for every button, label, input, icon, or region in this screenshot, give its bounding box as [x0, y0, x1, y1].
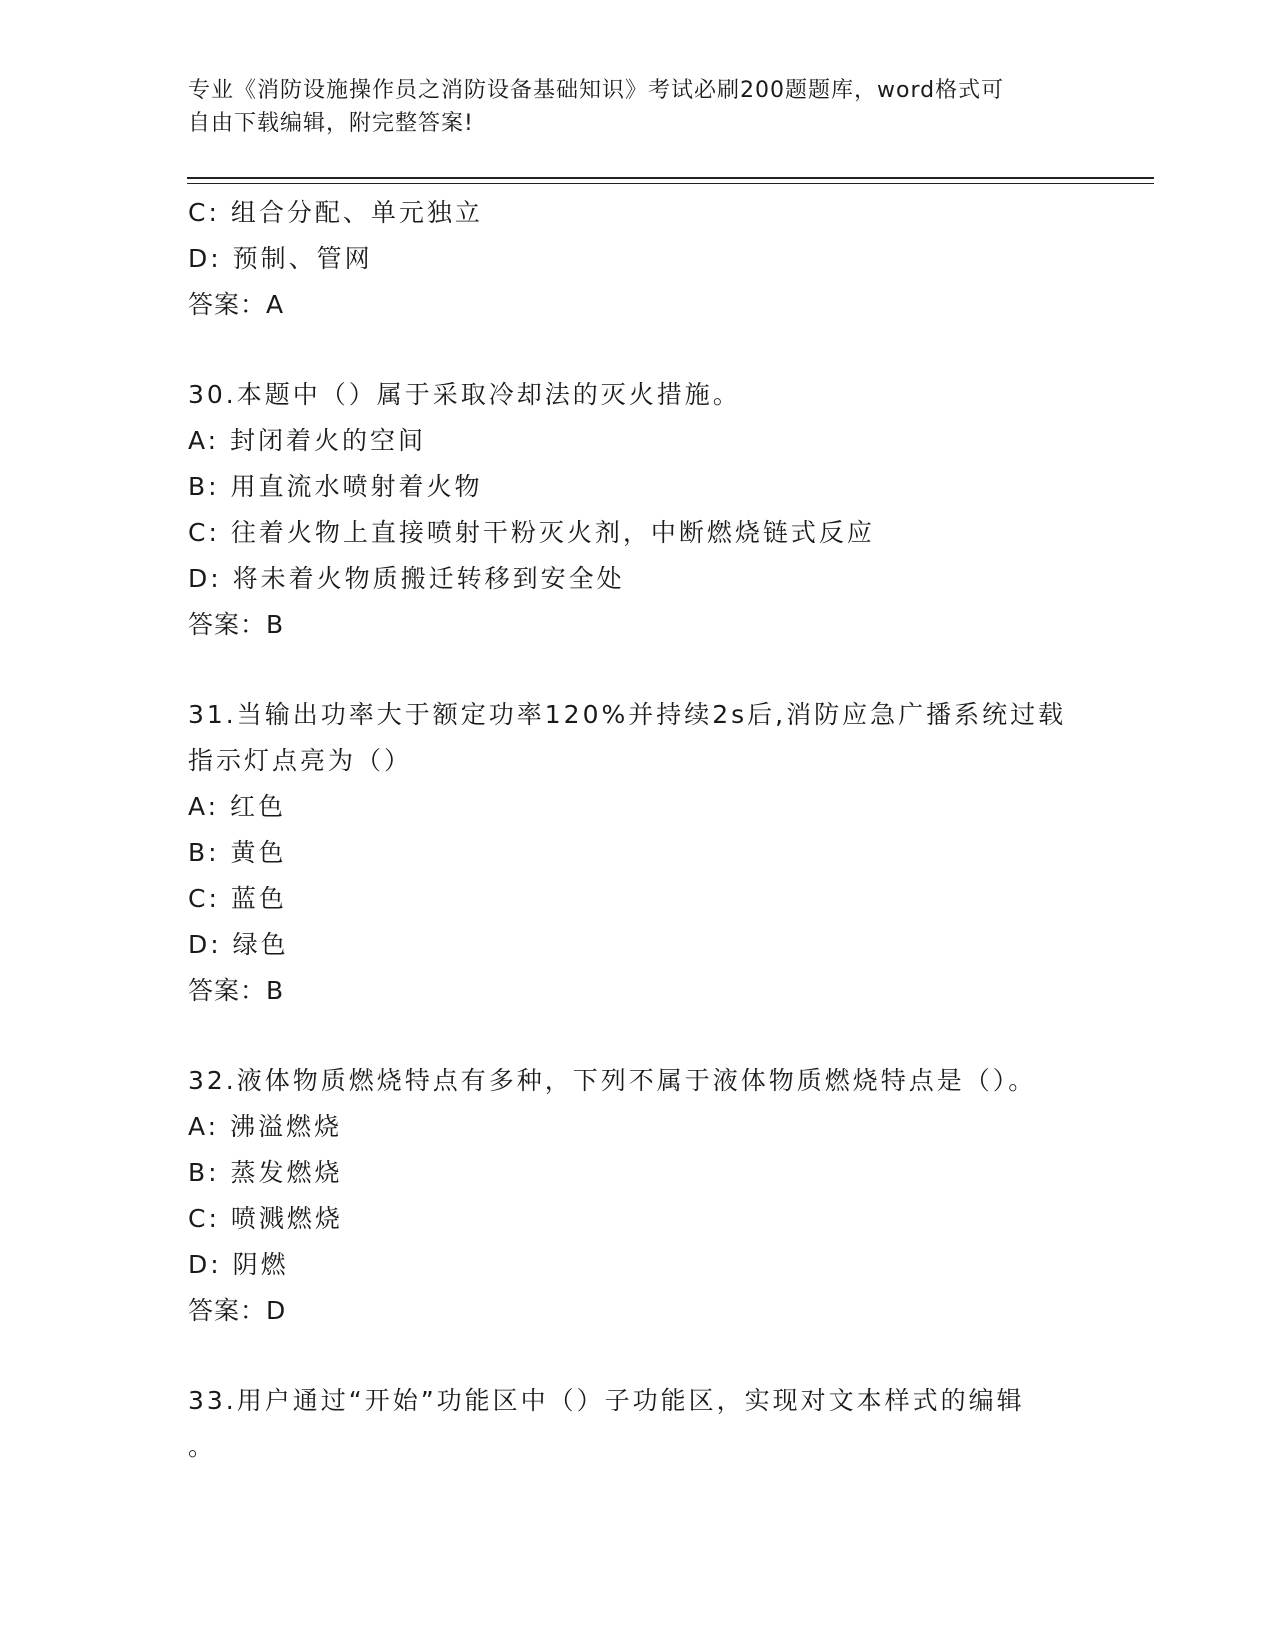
question-stem: 32.液体物质燃烧特点有多种，下列不属于液体物质燃烧特点是（）。: [188, 1066, 1037, 1095]
question-fragment: [188, 190, 1118, 328]
question-stem: [188, 692, 1118, 784]
option-d: D: 绿色: [188, 930, 289, 959]
option-c: C: 蓝色: [188, 884, 287, 913]
header-divider-thin: [187, 183, 1154, 184]
option-a: A: 沸溢燃烧: [188, 1112, 343, 1141]
question-33: [188, 1378, 1118, 1470]
header-line-1: 专业《消防设施操作员之消防设备基础知识》考试必刷200题题库，word格式可: [188, 78, 1005, 103]
answer-line: 答案：A: [188, 290, 285, 319]
option-c: C: 喷溅燃烧: [188, 1204, 343, 1233]
question-stem: 30.本题中（）属于采取冷却法的灭火措施。: [188, 380, 741, 409]
question-30: [188, 372, 1118, 648]
question-stem-line-1: 31.当输出功率大于额定功率120%并持续2s后,消防应急广播系统过载: [188, 700, 1067, 729]
option-b: B: 黄色: [188, 838, 287, 867]
question-stem: [188, 1378, 1118, 1470]
question-list: [188, 190, 1118, 1470]
question-stem-line-2: 。: [188, 1432, 217, 1461]
option-c: C: 组合分配、单元独立: [188, 198, 483, 227]
option-b: B: 蒸发燃烧: [188, 1158, 343, 1187]
option-d: D: 阴燃: [188, 1250, 289, 1279]
option-d: D: 预制、管网: [188, 244, 373, 273]
option-a: A: 封闭着火的空间: [188, 426, 427, 455]
header-divider-thick: [187, 177, 1154, 179]
question-31: [188, 692, 1118, 1014]
option-a: A: 红色: [188, 792, 287, 821]
header-line-2: 自由下载编辑，附完整答案!: [188, 111, 474, 136]
question-32: [188, 1058, 1118, 1334]
question-stem-line-1: 33.用户通过“开始”功能区中（）子功能区，实现对文本样式的编辑: [188, 1386, 1025, 1415]
option-b: B: 用直流水喷射着火物: [188, 472, 483, 501]
answer-line: 答案：D: [188, 1296, 287, 1325]
answer-line: 答案：B: [188, 976, 285, 1005]
page-header: [188, 74, 1088, 140]
question-stem-line-2: 指示灯点亮为（）: [188, 746, 413, 775]
answer-line: 答案：B: [188, 610, 285, 639]
option-c: C: 往着火物上直接喷射干粉灭火剂，中断燃烧链式反应: [188, 518, 875, 547]
option-d: D: 将未着火物质搬迁转移到安全处: [188, 564, 625, 593]
